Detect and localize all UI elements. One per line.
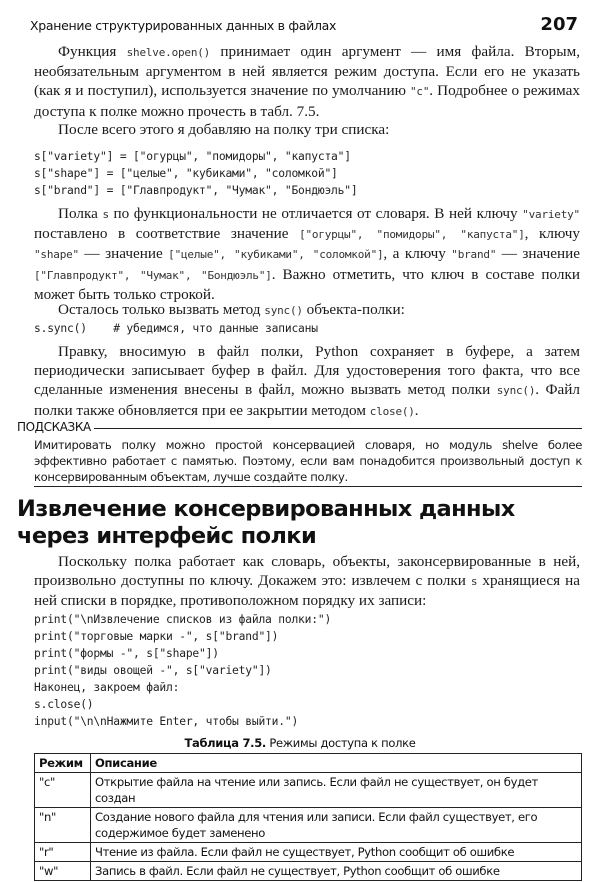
- paragraph-retrieve: [34, 552, 580, 611]
- table-caption: [0, 736, 600, 750]
- running-title: Хранение структурированных данных в файлах: [30, 18, 337, 33]
- inline-code: shelve.open(): [126, 46, 211, 59]
- code-line: s.sync() # убедимся, что данные записаны: [34, 322, 318, 335]
- text: , ключу: [524, 225, 580, 243]
- description-cell: Открытие файла на чтение или запись. Если файл не существует, он будет создан: [91, 773, 582, 808]
- paragraph-shelf-dict: [34, 204, 580, 304]
- mode-cell: "w": [35, 862, 91, 881]
- table-row: [35, 773, 582, 808]
- code-line: print("формы -", s["shape"]): [34, 647, 219, 660]
- section-heading: [17, 496, 515, 550]
- text: принимает один аргумент — имя файла. Вторым, необязательным аргументом в ней является режим доступа. Если его не указать (как я и поступил), используется значение по умолчанию: [34, 43, 581, 100]
- table-header-row: [35, 754, 582, 773]
- paragraph-call-sync: [34, 300, 580, 320]
- hint-text: Имитировать полку можно простой консервацией словаря, но модуль shelve более эффективно работает с памятью. Поэтому, если вам понадобится произвольный доступ к консервированным объектам, лучше создайте полку.: [34, 438, 582, 484]
- paragraph-add-lists: [34, 120, 580, 139]
- hint-rule-top: [94, 428, 582, 429]
- code-line: s["shape"] = ["целые", "кубиками", "соломкой"]: [34, 167, 338, 180]
- hint-rule-bottom: [34, 486, 582, 487]
- text: — значение: [78, 245, 169, 263]
- inline-code: s: [470, 575, 478, 589]
- inline-code: s: [102, 208, 109, 221]
- table-caption-number: Таблица 7.5.: [184, 736, 266, 750]
- text: . Подробнее о режимах доступа к полке можно прочесть в табл. 7.5.: [34, 82, 580, 120]
- code-line: s.close(): [34, 698, 94, 711]
- text: Функция: [58, 43, 127, 60]
- code-line: input("\n\nНажмите Enter, чтобы выйти."): [34, 715, 299, 728]
- description-cell: Запись в файл. Если файл не существует, Python сообщит об ошибке: [91, 862, 582, 881]
- table-row: [35, 862, 582, 881]
- table-row: [35, 843, 582, 862]
- inline-code: "variety": [522, 208, 580, 221]
- text: После всего этого я добавляю на полку три списка:: [58, 121, 390, 138]
- text: объекта-полки:: [302, 301, 405, 318]
- code-line: print("торговые марки -", s["brand"]): [34, 630, 279, 643]
- heading-line: через интерфейс полки: [17, 523, 317, 549]
- text: .: [414, 401, 419, 419]
- text: . Важно отметить, что ключ в составе полки может быть только строкой.: [34, 265, 580, 303]
- code-line: Наконец, закроем файл:: [34, 681, 180, 694]
- column-header-mode: Режим: [35, 754, 91, 773]
- text: — значение: [496, 245, 580, 263]
- table-row: [35, 808, 582, 843]
- page-header: [30, 14, 578, 36]
- code-line: print("\nИзвлечение списков из файла полки:"): [34, 613, 332, 626]
- inline-code: ["целые", "кубиками", "соломкой"]: [168, 248, 384, 262]
- description-cell: Создание нового файла для чтения или записи. Если файл существует, его содержимое будет заменено: [91, 808, 582, 843]
- access-modes-table: [34, 753, 582, 881]
- text: по функциональности не отличается от словаря. В ней ключу: [108, 205, 523, 222]
- inline-code: "shape": [34, 248, 79, 262]
- code-line: s["brand"] = ["Главпродукт", "Чумак", "Бондюэль"]: [34, 184, 358, 197]
- inline-code: ["Главпродукт", "Чумак", "Бондюэль"]: [34, 268, 272, 282]
- page-number: 207: [540, 14, 578, 35]
- code-block-sync: [34, 320, 318, 337]
- paragraph-buffer: [34, 342, 580, 421]
- hint-label: ПОДСКАЗКА: [17, 420, 91, 434]
- table-caption-text: Режимы доступа к полке: [265, 736, 416, 750]
- code-block-retrieve: [34, 611, 331, 730]
- text: Осталось только вызвать метод: [58, 301, 265, 318]
- mode-cell: "r": [35, 843, 91, 862]
- text: поставлено в соответствие значение: [34, 225, 300, 243]
- inline-code: "c": [409, 85, 430, 99]
- code-block-lists: [34, 148, 357, 199]
- inline-code: close(): [369, 404, 415, 418]
- text: . Файл полки также обновляется при ее закрытии методом: [34, 381, 580, 419]
- text: Правку, вносимую в файл полки, Python сохраняет в буфере, а затем периодически записывает буфер в файл. Для удостоверения того факта, что все сделанные изменения внесены в файл, можно вызвать метод полки: [34, 343, 580, 399]
- mode-cell: "n": [35, 808, 91, 843]
- column-header-description: Описание: [91, 754, 582, 773]
- inline-code: sync(): [496, 384, 536, 398]
- text: , а ключу: [383, 245, 452, 263]
- description-cell: Чтение из файла. Если файл не существует, Python сообщит об ошибке: [91, 843, 582, 862]
- inline-code: sync(): [264, 304, 303, 317]
- paragraph-shelve-open: [34, 42, 580, 121]
- heading-line: Извлечение консервированных данных: [17, 496, 515, 522]
- code-line: print("виды овощей -", s["variety"]): [34, 664, 272, 677]
- text: Поскольку полка работает как словарь, объекты, законсервированные в ней, произвольно доступны по ключу. Докажем это: извлечем с полки: [34, 553, 580, 590]
- text: хранящиеся на ней списки в порядке, противоположном порядку их записи:: [34, 572, 580, 610]
- text: Полка: [58, 205, 103, 222]
- mode-cell: "c": [35, 773, 91, 808]
- inline-code: "brand": [451, 248, 497, 262]
- code-line: s["variety"] = ["огурцы", "помидоры", "капуста"]: [34, 150, 351, 163]
- inline-code: ["огурцы", "помидоры", "капуста"]: [299, 228, 525, 242]
